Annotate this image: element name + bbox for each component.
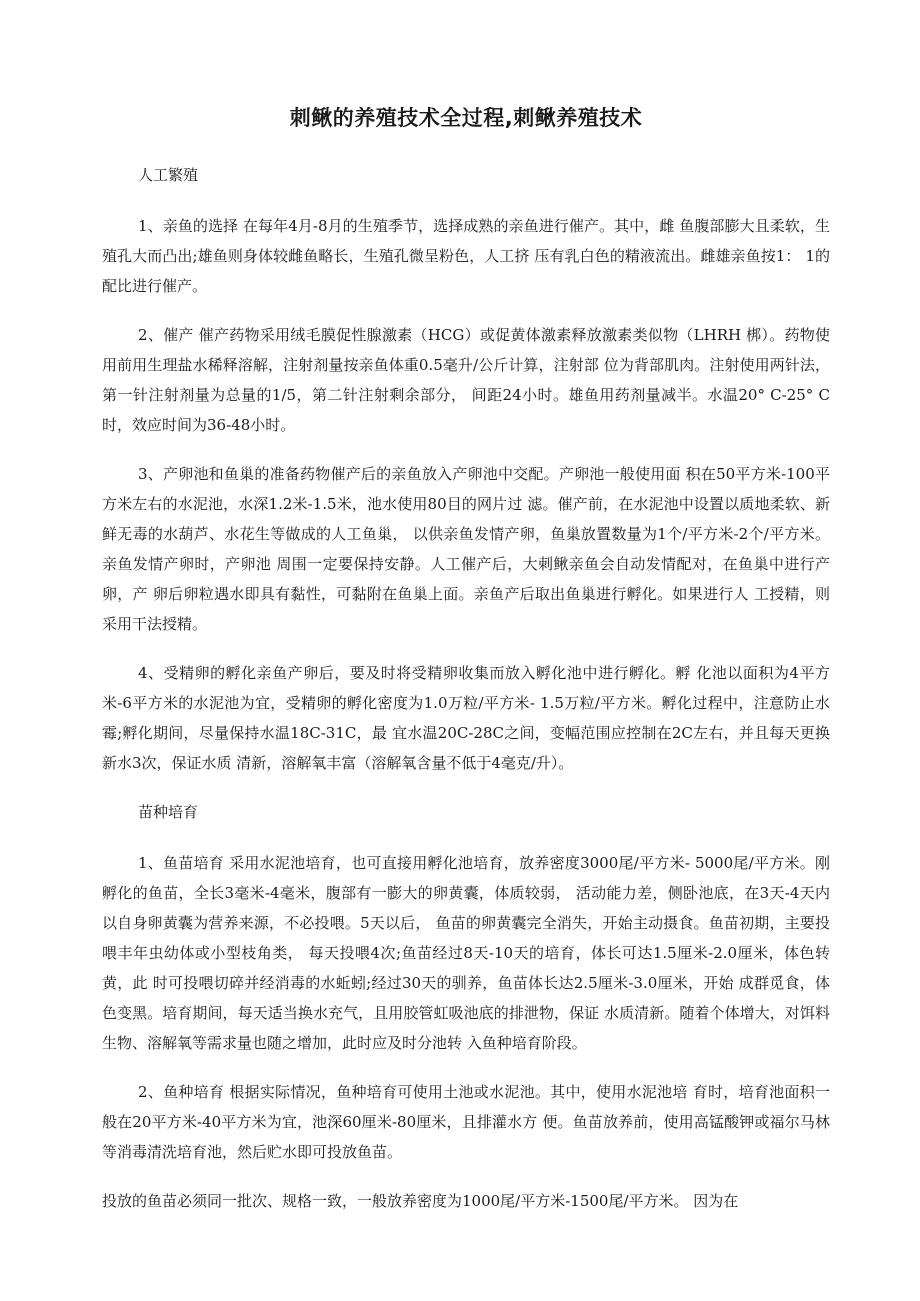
document-title: 刺鳅的养殖技术全过程,刺鳅养殖技术 (289, 106, 643, 130)
paragraph: 2、鱼种培育 根据实际情况，鱼种培育可使用土池或水泥池。其中，使用水泥池培 育时，培育池面积一般在20平方米-40平方米为宜，池深60厘米-80厘米，且排灌水方 便。鱼苗放养前，使用高锰酸钾或福尔马林等消毒清洗培育池，然后贮水即可投放鱼苗。 (102, 1083, 830, 1161)
section-heading-breeding: 人工繁殖 (138, 166, 199, 184)
paragraph: 3、产卵池和鱼巢的准备药物催产后的亲鱼放入产卵池中交配。产卵池一般使用面 积在50平方米-100平方米左右的水泥池，水深1.2米-1.5米，池水使用80目的网片过 滤。催产前，在水泥池中设置以质地柔软、新鲜无毒的水葫芦、水花生等做成的人工鱼巢， 以供亲鱼发情产卵，鱼巢放置数量为1个/平方米-2个/平方米。亲鱼发情产卵时，产卵池 周围一定要保持安静。人工催产后，大刺鳅亲鱼会自动发情配对，在鱼巢中进行产卵，产 卵后卵粒遇水即具有黏性，可黏附在鱼巢上面。亲鱼产后取出鱼巢进行孵化。如果进行人 工授精，则采用干法授精。 (102, 465, 830, 633)
paragraph: 2、催产 催产药物采用绒毛膜促性腺激素（HCG）或促黄体激素释放激素类似物（LHRH 梆）。药物使用前用生理盐水稀释溶解，注射剂量按亲鱼体重0.5毫升/公斤计算，注射部 位为背部肌肉。注射使用两针法，第一针注射剂量为总量的1/5，第二针注射剩余部分， 间距24小时。雄鱼用药剂量减半。水温20° C-25° C时，效应时间为36-48小时。 (102, 326, 830, 434)
paragraph-trailing: 投放的鱼苗必须同一批次、规格一致，一般放养密度为1000尾/平方米-1500尾/平方米。 因为在 (102, 1192, 739, 1210)
section-heading-fry-rearing: 苗种培育 (138, 803, 199, 821)
paragraph: 1、鱼苗培育 采用水泥池培育，也可直接用孵化池培育，放养密度3000尾/平方米- 5000尾/平方米。刚孵化的鱼苗，全长3毫米-4毫米，腹部有一膨大的卵黄囊，体质较弱， 活动能力差，侧卧池底，在3天-4天内以自身卵黄囊为营养来源，不必投喂。5天以后， 鱼苗的卵黄囊完全消失，开始主动摄食。鱼苗初期，主要投喂丰年虫幼体或小型枝角类， 每天投喂4次;鱼苗经过8天-10天的培育，体长可达1.5厘米-2.0厘米，体色转黄，此 时可投喂切碎并经消毒的水蚯蚓;经过30天的驯养，鱼苗体长达2.5厘米-3.0厘米，开始 成群觅食，体色变黑。培育期间，每天适当换水充气，且用胶管虹吸池底的排泄物，保证 水质清新。随着个体增大，对饵料生物、溶解氧等需求量也随之增加，此时应及时分池转 入鱼种培育阶段。 (102, 854, 830, 1052)
paragraph: 4、受精卵的孵化亲鱼产卵后，要及时将受精卵收集而放入孵化池中进行孵化。孵 化池以面积为4平方米-6平方米的水泥池为宜，受精卵的孵化密度为1.0万粒/平方米- 1.5万粒/平方米。孵化过程中，注意防止水霉;孵化期间，尽量保持水温18C-31C，最 宜水温20C-28C之间，变幅范围应控制在2C左右，并且每天更换新水3次，保证水质 清新，溶解氧丰富（溶解氧含量不低于4毫克/升）。 (102, 664, 830, 772)
paragraph: 1、亲鱼的选择 在每年4月-8月的生殖季节，选择成熟的亲鱼进行催产。其中，雌 鱼腹部膨大且柔软，生殖孔大而凸出;雄鱼则身体较雌鱼略长，生殖孔微呈粉色，人工挤 压有乳白色的精液流出。雌雄亲鱼按1： 1的配比进行催产。 (102, 217, 830, 295)
